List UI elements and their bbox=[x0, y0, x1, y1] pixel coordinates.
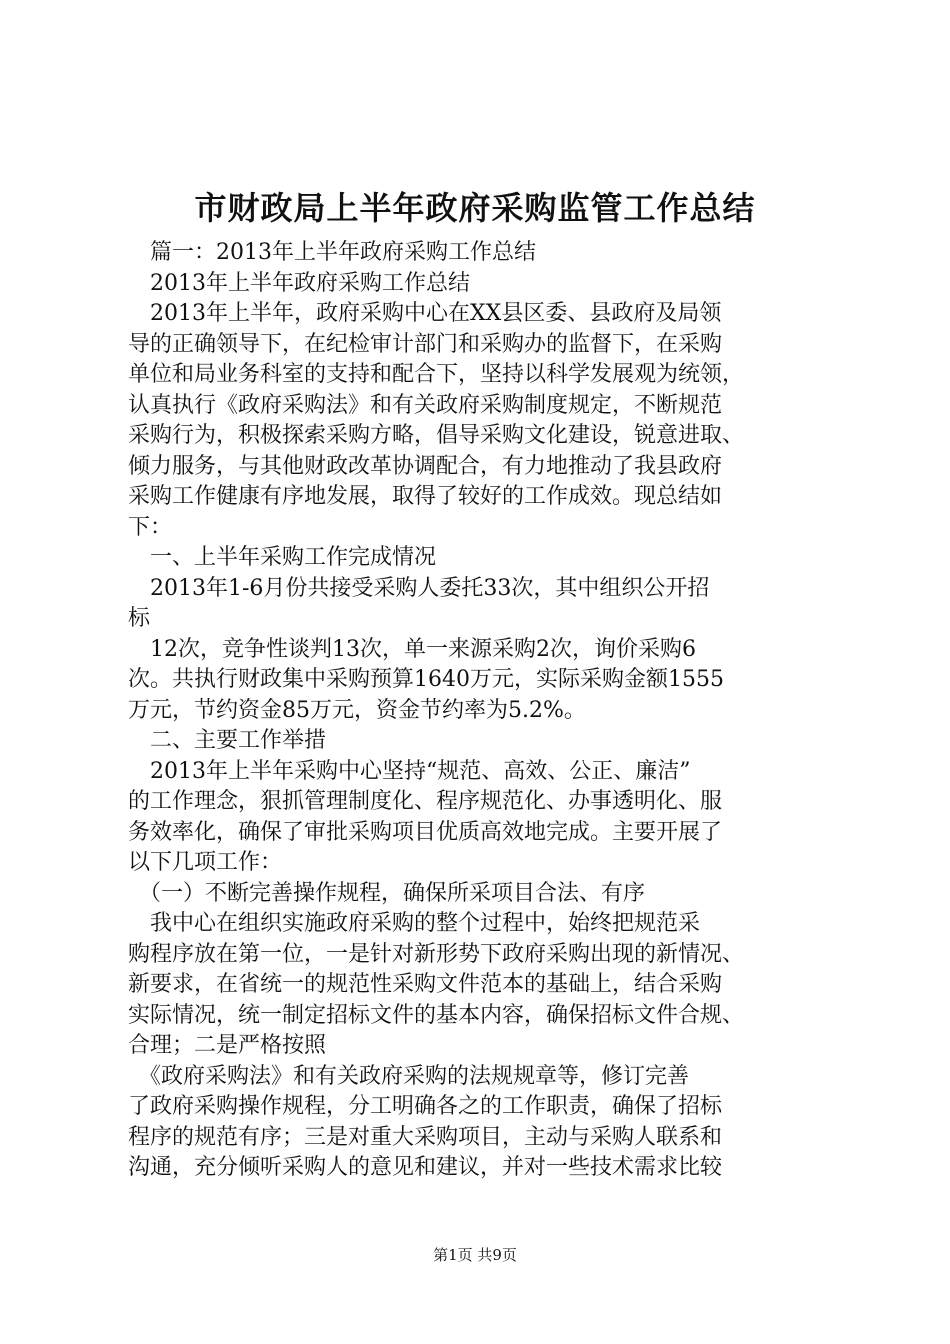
body-line: 导的正确领导下，在纪检审计部门和采购办的监督下，在采购 bbox=[128, 331, 723, 357]
body-line: 下： bbox=[128, 514, 173, 540]
body-line: 2013年上半年采购中心坚持“规范、高效、公正、廉洁” bbox=[128, 758, 691, 784]
body-line: 的工作理念，狠抓管理制度化、程序规范化、办事透明化、服 bbox=[128, 789, 723, 814]
document-title: 市财政局上半年政府采购监管工作总结 bbox=[194, 189, 756, 227]
body-line: 合理；二是严格按照 bbox=[128, 1033, 327, 1058]
body-line: 新要求，在省统一的规范性采购文件范本的基础上，结合采购 bbox=[128, 972, 723, 997]
body-line: 单位和局业务科室的支持和配合下，坚持以科学发展观为统领， bbox=[128, 362, 745, 387]
body-line: 2013年1-6月份共接受采购人委托33次，其中组织公开招 bbox=[128, 575, 710, 601]
body-line: 实际情况，统一制定招标文件的基本内容，确保招标文件合规、 bbox=[128, 1002, 745, 1028]
body-line: 认真执行《政府采购法》和有关政府采购制度规定，不断规范 bbox=[128, 392, 723, 418]
body-line: 2013年上半年政府采购工作总结 bbox=[128, 270, 470, 296]
body-line: 二、主要工作举措 bbox=[128, 728, 327, 753]
body-line: （一）不断完善操作规程，确保所采项目合法、有序 bbox=[128, 880, 646, 906]
body-line: 采购行为，积极探索采购方略，倡导采购文化建设，锐意进取、 bbox=[128, 423, 745, 448]
document-body bbox=[128, 238, 840, 1184]
body-line: 篇一：2013年上半年政府采购工作总结 bbox=[128, 240, 536, 265]
body-line: 次。共执行财政集中采购预算1640万元，实际采购金额1555 bbox=[128, 667, 724, 692]
body-line: 程序的规范有序；三是对重大采购项目，主动与采购人联系和 bbox=[128, 1124, 723, 1150]
body-line: 购程序放在第一位，一是针对新形势下政府采购出现的新情况、 bbox=[128, 941, 745, 967]
body-line: 务效率化，确保了审批采购项目优质高效地完成。主要开展了 bbox=[128, 819, 723, 845]
body-line: 了政府采购操作规程，分工明确各之的工作职责，确保了招标 bbox=[128, 1094, 723, 1119]
body-line: 《政府采购法》和有关政府采购的法规规章等，修订完善 bbox=[128, 1063, 690, 1089]
body-line: 以下几项工作： bbox=[128, 850, 283, 875]
body-line: 采购工作健康有序地发展，取得了较好的工作成效。现总结如 bbox=[128, 484, 723, 509]
body-line: 2013年上半年，政府采购中心在XX县区委、县政府及局领 bbox=[128, 301, 722, 326]
body-line: 万元，节约资金85万元，资金节约率为5.2%。 bbox=[128, 697, 586, 723]
body-line: 标 bbox=[128, 606, 151, 631]
body-line: 倾力服务，与其他财政改革协调配合，有力地推动了我县政府 bbox=[128, 453, 723, 479]
body-line: 我中心在组织实施政府采购的整个过程中，始终把规范采 bbox=[128, 911, 701, 936]
page-footer: 第1页 共9页 bbox=[433, 1246, 517, 1264]
body-line: 一、上半年采购工作完成情况 bbox=[128, 545, 437, 570]
body-line: 12次，竞争性谈判13次，单一来源采购2次，询价采购6 bbox=[128, 636, 696, 662]
body-line: 沟通，充分倾听采购人的意见和建议，并对一些技术需求比较 bbox=[128, 1155, 723, 1180]
